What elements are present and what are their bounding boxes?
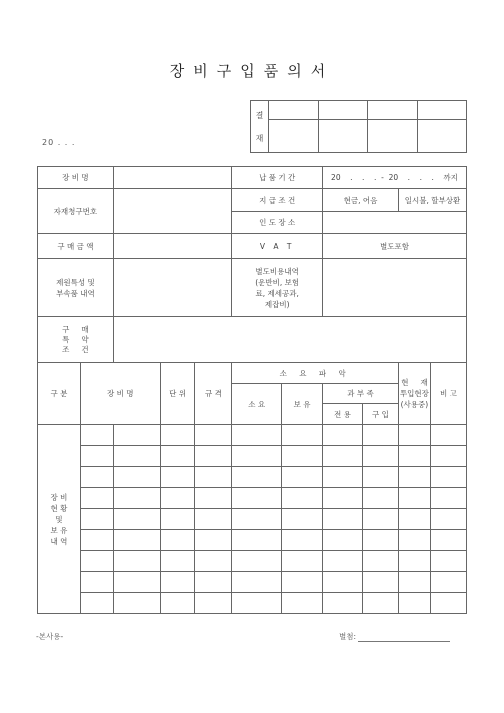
header-shared: 전 용 (323, 404, 363, 425)
table-cell[interactable] (80, 488, 113, 509)
table-cell[interactable] (113, 593, 160, 614)
material-req-no-label: 자재청구번호 (38, 189, 114, 234)
table-cell[interactable] (160, 446, 195, 467)
material-req-no-field[interactable] (113, 189, 232, 234)
table-row (38, 572, 467, 593)
header-needed: 소 요 (232, 384, 282, 425)
equip-name-field[interactable] (113, 167, 232, 189)
delivery-place-label: 인 도 장 소 (232, 212, 323, 234)
table-cell[interactable] (430, 467, 466, 488)
approval-box (250, 100, 467, 153)
side-label (38, 425, 81, 614)
table-cell[interactable] (282, 530, 323, 551)
table-cell[interactable] (430, 425, 466, 446)
delivery-place-field[interactable] (323, 212, 467, 234)
approval-slot-1[interactable] (269, 101, 319, 120)
table-row (38, 446, 467, 467)
table-cell[interactable] (160, 467, 195, 488)
table-cell[interactable] (362, 467, 398, 488)
extra-cost-line1: 별도비용내역 (255, 266, 299, 276)
table-cell[interactable] (398, 593, 430, 614)
document-date: 20 . . . (42, 138, 76, 147)
purchase-amount-field[interactable] (113, 234, 232, 259)
header-unit: 단 위 (160, 363, 195, 425)
attachment-field[interactable] (339, 631, 450, 642)
table-cell[interactable] (362, 509, 398, 530)
extra-cost-line2: (운반비, 보험 (255, 277, 300, 287)
table-cell[interactable] (398, 572, 430, 593)
extra-cost-field[interactable] (323, 259, 467, 317)
table-cell[interactable] (362, 572, 398, 593)
table-cell[interactable] (282, 509, 323, 530)
table-cell[interactable] (232, 551, 282, 572)
table-cell[interactable] (398, 530, 430, 551)
delivery-period-field[interactable]: 20 . . . - 20 . . . 까지 (323, 167, 467, 189)
table-cell[interactable] (80, 551, 113, 572)
table-cell[interactable] (160, 572, 195, 593)
delivery-period-label: 납 품 기 간 (232, 167, 323, 189)
attachment-line (358, 641, 450, 642)
approval-sign-1[interactable] (269, 120, 319, 153)
side-label-line3: 및 (55, 514, 63, 524)
table-cell[interactable] (232, 488, 282, 509)
special-terms-line1: 구 매 (62, 324, 89, 334)
table-cell[interactable] (113, 488, 160, 509)
header-surplus: 과 부 족 (323, 384, 399, 404)
table-cell[interactable] (362, 446, 398, 467)
document-title: 장비구입품의서 (169, 62, 335, 80)
payment-option-2[interactable]: 일시불, 할부상환 (398, 189, 466, 212)
approval-sign-3[interactable] (368, 120, 418, 153)
table-cell[interactable] (282, 551, 323, 572)
table-cell[interactable] (232, 509, 282, 530)
approval-label-bottom: 재 (255, 133, 264, 143)
side-label-line4: 보 유 (50, 525, 68, 535)
table-cell[interactable] (80, 509, 113, 530)
table-cell[interactable] (195, 425, 232, 446)
specs-field[interactable] (113, 259, 232, 317)
table-cell[interactable] (195, 488, 232, 509)
table-cell[interactable] (282, 425, 323, 446)
table-cell[interactable] (323, 488, 363, 509)
payment-option-1[interactable]: 현금, 어음 (323, 189, 399, 212)
table-cell[interactable] (362, 530, 398, 551)
table-cell[interactable] (323, 509, 363, 530)
attachment-label: 별첨: (339, 632, 357, 641)
table-row (38, 509, 467, 530)
table-cell[interactable] (113, 467, 160, 488)
table-cell[interactable] (362, 551, 398, 572)
table-cell[interactable] (430, 446, 466, 467)
side-label-line1: 장 비 (50, 492, 68, 502)
side-label-line5: 내 역 (50, 536, 68, 546)
equip-name-label: 장 비 명 (38, 167, 114, 189)
table-cell[interactable] (398, 425, 430, 446)
table-cell[interactable] (232, 425, 282, 446)
payment-terms-label: 지 급 조 건 (232, 189, 323, 212)
table-cell[interactable] (282, 467, 323, 488)
table-cell[interactable] (195, 446, 232, 467)
extra-cost-label (232, 259, 323, 317)
approval-sign-4[interactable] (417, 120, 467, 153)
table-cell[interactable] (232, 593, 282, 614)
table-cell[interactable] (430, 551, 466, 572)
table-cell[interactable] (195, 572, 232, 593)
approval-slot-3[interactable] (368, 101, 418, 120)
specs-label (38, 259, 114, 317)
approval-label (251, 101, 269, 153)
footer-copy-label: -본사용- (36, 632, 64, 641)
table-cell[interactable] (362, 593, 398, 614)
table-row (38, 593, 467, 614)
table-row (38, 551, 467, 572)
header-site-line2: 투입현장 (399, 389, 429, 398)
table-cell[interactable] (113, 509, 160, 530)
vat-label: V A T (232, 234, 323, 259)
table-cell[interactable] (113, 425, 160, 446)
header-current-site (398, 363, 430, 425)
table-cell[interactable] (398, 551, 430, 572)
table-cell[interactable] (195, 467, 232, 488)
special-terms-label (38, 317, 114, 363)
table-cell[interactable] (430, 572, 466, 593)
side-label-line2: 현 황 (50, 503, 68, 513)
vat-field[interactable]: 별도포함 (323, 234, 467, 259)
table-cell[interactable] (323, 530, 363, 551)
table-cell[interactable] (113, 530, 160, 551)
specs-label-line1: 제원특성 및 (56, 277, 95, 287)
approval-sign-2[interactable] (318, 120, 368, 153)
table-cell[interactable] (362, 425, 398, 446)
header-site-line1: 현 재 (401, 378, 428, 387)
approval-slot-4[interactable] (417, 101, 467, 120)
table-cell[interactable] (430, 593, 466, 614)
table-cell[interactable] (80, 593, 113, 614)
table-cell[interactable] (323, 425, 363, 446)
extra-cost-line4: 제잡비) (264, 299, 290, 309)
approval-label-top: 결 (255, 110, 264, 120)
header-purchase: 구 입 (362, 404, 398, 425)
table-cell[interactable] (232, 446, 282, 467)
approval-slot-2[interactable] (318, 101, 368, 120)
specs-label-line2: 부속품 내역 (56, 288, 95, 298)
table-cell[interactable] (160, 509, 195, 530)
special-terms-field[interactable] (113, 317, 466, 363)
table-cell[interactable] (160, 488, 195, 509)
table-row (38, 467, 467, 488)
table-cell[interactable] (282, 593, 323, 614)
table-cell[interactable] (398, 446, 430, 467)
table-cell[interactable] (282, 446, 323, 467)
table-cell[interactable] (323, 467, 363, 488)
header-category: 구 분 (38, 363, 81, 425)
purchase-request-form (37, 166, 467, 614)
table-cell[interactable] (113, 551, 160, 572)
table-cell[interactable] (195, 509, 232, 530)
table-cell[interactable] (160, 593, 195, 614)
table-cell[interactable] (323, 551, 363, 572)
table-cell[interactable] (282, 572, 323, 593)
table-cell[interactable] (323, 446, 363, 467)
table-cell[interactable] (80, 467, 113, 488)
table-cell[interactable] (398, 467, 430, 488)
table-cell[interactable] (323, 572, 363, 593)
table-cell[interactable] (80, 446, 113, 467)
table-cell[interactable] (195, 593, 232, 614)
table-cell[interactable] (80, 530, 113, 551)
table-row (38, 488, 467, 509)
table-cell[interactable] (232, 572, 282, 593)
table-cell[interactable] (398, 509, 430, 530)
table-cell[interactable] (160, 425, 195, 446)
table-cell[interactable] (160, 530, 195, 551)
table-cell[interactable] (80, 572, 113, 593)
table-cell[interactable] (323, 593, 363, 614)
table-cell[interactable] (430, 530, 466, 551)
table-cell[interactable] (398, 488, 430, 509)
table-cell[interactable] (232, 530, 282, 551)
header-spec: 규 격 (195, 363, 232, 425)
header-remarks: 비 고 (430, 363, 466, 425)
header-requirement: 소 요 파 악 (232, 363, 399, 384)
extra-cost-line3: 료, 제세공과, (255, 288, 299, 298)
table-cell[interactable] (113, 572, 160, 593)
table-cell[interactable] (160, 551, 195, 572)
table-cell[interactable] (195, 551, 232, 572)
table-cell[interactable] (430, 509, 466, 530)
table-cell[interactable] (430, 488, 466, 509)
table-row (38, 530, 467, 551)
special-terms-line2: 특 약 (62, 334, 89, 344)
table-cell[interactable] (362, 488, 398, 509)
table-cell[interactable] (80, 425, 113, 446)
table-cell[interactable] (282, 488, 323, 509)
table-cell[interactable] (195, 530, 232, 551)
header-site-line3: (사용중) (400, 400, 429, 409)
table-cell[interactable] (113, 446, 160, 467)
purchase-amount-label: 구 매 금 액 (38, 234, 114, 259)
special-terms-line3: 조 건 (62, 344, 89, 354)
table-cell[interactable] (232, 467, 282, 488)
header-equip-name: 장 비 명 (80, 363, 160, 425)
header-owned: 보 유 (282, 384, 323, 425)
